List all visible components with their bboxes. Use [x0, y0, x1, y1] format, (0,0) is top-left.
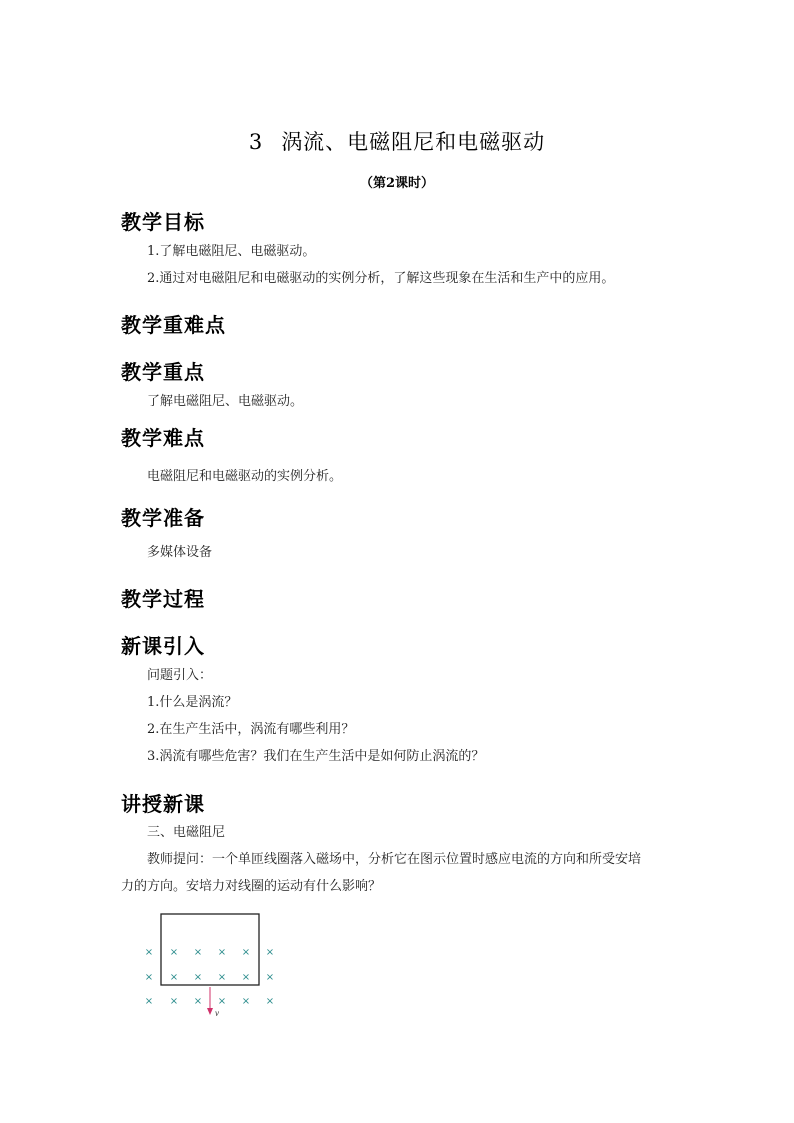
field-mark: × [193, 947, 203, 958]
heading-teach: 讲授新课 [121, 792, 205, 816]
heading-key: 教学重点 [121, 360, 205, 384]
key-text: 了解电磁阻尼、电磁驱动。 [147, 394, 304, 409]
lesson-period: （第2课时） [359, 176, 435, 191]
field-mark: × [144, 996, 154, 1007]
teach-question-line-2: 力的方向。安培力对线圈的运动有什么影响？ [121, 879, 382, 894]
prep-text: 多媒体设备 [147, 545, 213, 560]
teach-question-line-1: 教师提问：一个单匝线圈落入磁场中，分析它在图示位置时感应电流的方向和所受安培 [147, 852, 642, 867]
field-mark: × [169, 972, 179, 983]
lesson-number: 3 [248, 130, 264, 154]
difficult-text: 电磁阻尼和电磁驱动的实例分析。 [147, 469, 343, 484]
coil-in-magnetic-field-figure [138, 908, 298, 1023]
field-mark: × [169, 996, 179, 1007]
field-mark: × [193, 996, 203, 1007]
field-mark: × [265, 996, 275, 1007]
intro-question-3: 3.涡流有哪些危害？我们在生产生活中是如何防止涡流的？ [147, 749, 485, 764]
field-mark: × [144, 972, 154, 983]
heading-key-difficult: 教学重难点 [121, 313, 226, 337]
intro-lead: 问题引入： [147, 668, 213, 683]
intro-question-1: 1.什么是涡流？ [147, 695, 238, 710]
field-mark: × [217, 996, 227, 1007]
lesson-title-text: 涡流、电磁阻尼和电磁驱动 [281, 130, 546, 154]
velocity-label: v [215, 1008, 219, 1018]
field-mark: × [193, 972, 203, 983]
heading-difficult: 教学难点 [121, 426, 205, 450]
field-mark: × [217, 972, 227, 983]
objective-item-2: 2.通过对电磁阻尼和电磁驱动的实例分析，了解这些现象在生活和生产中的应用。 [147, 271, 615, 286]
heading-prep: 教学准备 [121, 506, 205, 530]
field-mark: × [144, 947, 154, 958]
teach-subheading: 三、电磁阻尼 [147, 825, 226, 840]
field-mark: × [241, 947, 251, 958]
lesson-title [0, 126, 794, 156]
objective-item-1: 1.了解电磁阻尼、电磁驱动。 [147, 244, 316, 259]
velocity-arrow-head [207, 1008, 213, 1015]
field-mark: × [241, 996, 251, 1007]
heading-intro: 新课引入 [121, 634, 205, 658]
field-mark: × [265, 947, 275, 958]
field-mark: × [265, 972, 275, 983]
intro-question-2: 2.在生产生活中，涡流有哪些利用？ [147, 722, 355, 737]
field-mark: × [169, 947, 179, 958]
field-mark: × [217, 947, 227, 958]
field-mark: × [241, 972, 251, 983]
heading-process: 教学过程 [121, 587, 205, 611]
heading-objectives: 教学目标 [121, 210, 205, 234]
